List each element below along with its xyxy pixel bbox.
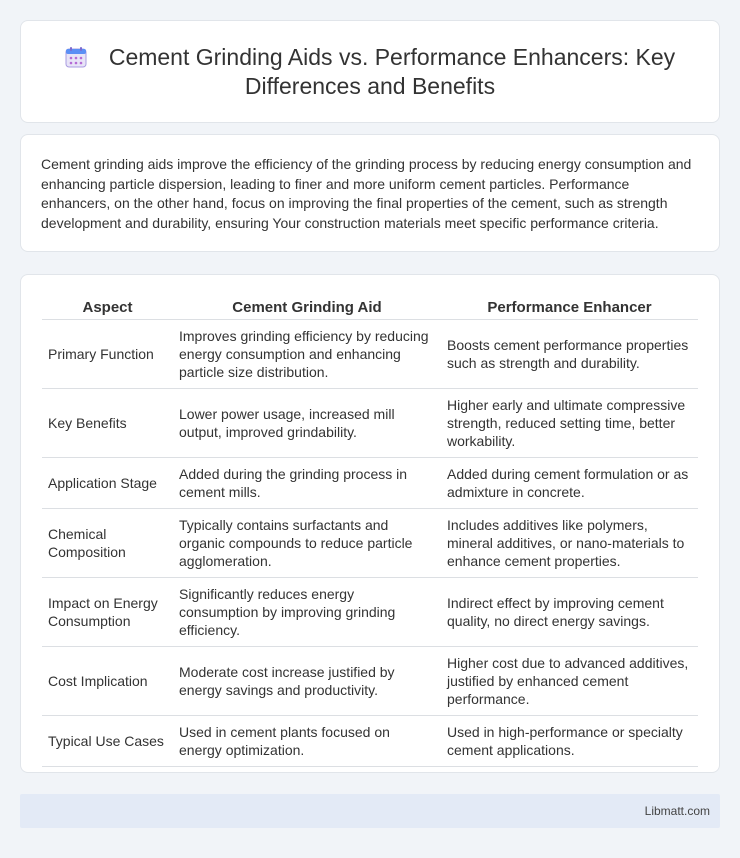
row-performance-enhancer: Higher early and ultimate compressive strength, reduced setting time, better workability.: [441, 389, 698, 458]
table-row: [42, 320, 698, 389]
intro-paragraph: Cement grinding aids improve the efficiency of the grinding process by reducing energy consumption and enhancing particle dispersion, leading to finer and more uniform cement particles. Performance enhancers, on the other hand, focus on improving the final properties of the cement, such as strength development and durability, ensuring Your construction materials meet specific performance criteria.: [41, 156, 692, 231]
comparison-table-card: [20, 274, 720, 773]
row-performance-enhancer: Boosts cement performance properties such as strength and durability.: [441, 320, 698, 389]
table-row: [42, 458, 698, 509]
table-row: [42, 389, 698, 458]
table-row: [42, 647, 698, 716]
row-grinding-aid: Lower power usage, increased mill output, improved grindability.: [173, 389, 441, 458]
row-grinding-aid: Improves grinding efficiency by reducing energy consumption and enhancing particle size distribution.: [173, 320, 441, 389]
row-aspect: Primary Function: [42, 320, 173, 389]
page-title: Cement Grinding Aids vs. Performance Enhancers: Key Differences and Benefits: [108, 43, 676, 99]
row-performance-enhancer: Includes additives like polymers, mineral additives, or nano-materials to enhance cement properties.: [441, 509, 698, 578]
row-aspect: Impact on Energy Consumption: [42, 578, 173, 647]
footer-bar: [20, 794, 720, 828]
table-row: [42, 578, 698, 647]
intro-card: [20, 134, 720, 252]
header-performance-enhancer: Performance Enhancer: [441, 295, 698, 320]
row-grinding-aid: Significantly reduces energy consumption by improving grinding efficiency.: [173, 578, 441, 647]
header-grinding-aid: Cement Grinding Aid: [173, 295, 441, 320]
header-aspect: Aspect: [42, 295, 173, 320]
row-grinding-aid: Used in cement plants focused on energy optimization.: [173, 716, 441, 767]
footer-brand[interactable]: Libmatt.com: [644, 804, 710, 818]
row-performance-enhancer: Higher cost due to advanced additives, justified by enhanced cement performance.: [441, 647, 698, 716]
row-performance-enhancer: Added during cement formulation or as admixture in concrete.: [441, 458, 698, 509]
row-performance-enhancer: Indirect effect by improving cement quality, no direct energy savings.: [441, 578, 698, 647]
table-row: [42, 716, 698, 767]
calendar-icon: [65, 46, 87, 68]
row-aspect: Chemical Composition: [42, 509, 173, 578]
row-aspect: Cost Implication: [42, 647, 173, 716]
row-aspect: Application Stage: [42, 458, 173, 509]
page-title-wrap: [51, 43, 689, 101]
row-performance-enhancer: Used in high-performance or specialty cement applications.: [441, 716, 698, 767]
row-grinding-aid: Typically contains surfactants and organic compounds to reduce particle agglomeration.: [173, 509, 441, 578]
row-aspect: Typical Use Cases: [42, 716, 173, 767]
comparison-table: [42, 295, 698, 767]
row-grinding-aid: Moderate cost increase justified by energy savings and productivity.: [173, 647, 441, 716]
title-card: [20, 20, 720, 123]
table-row: [42, 509, 698, 578]
table-header-row: [42, 295, 698, 320]
row-aspect: Key Benefits: [42, 389, 173, 458]
row-grinding-aid: Added during the grinding process in cement mills.: [173, 458, 441, 509]
